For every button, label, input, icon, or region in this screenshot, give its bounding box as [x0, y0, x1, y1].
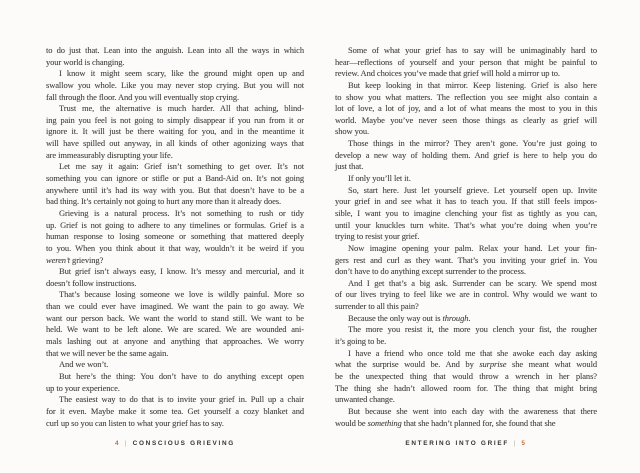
text-line: hear—reflections of yourself and your person that might be painful to — [335, 56, 597, 67]
text-line: doesn’t follow instructions. — [46, 277, 137, 288]
left-page-text-column — [46, 45, 304, 429]
text-line: for it even. Maybe make it some tea. Get yourself a cozy blanket and — [46, 405, 304, 416]
text-line: weren’t grieving? — [46, 254, 104, 265]
text-line: trying to resist your grief. — [335, 231, 420, 242]
text-line: your world is changing. — [46, 56, 125, 67]
text-line: If only you’ll let it. — [348, 173, 411, 184]
text-line: to do just that. Lean into the anguish. Lean into all the ways in which — [46, 45, 304, 55]
text-line: lot of love, a lot of joy, and a lot of what means the most to you in this — [335, 103, 598, 114]
text-line: But keep looking in that mirror. Keep listening. Grief is also here — [348, 79, 597, 90]
text-line: fall through the floor. And you will eventually stop crying. — [46, 91, 240, 102]
text-line: mals lashing out at anyone and anything that approaches. We worry — [46, 336, 304, 347]
text-line: Some of what your grief has to say will be unimaginably hard to — [348, 45, 598, 55]
text-line: The thing she hadn’t allowed room for. The thing that might bring — [335, 382, 598, 393]
text-line: human response to losing someone or something that mattered deeply — [46, 231, 305, 242]
text-line: world. Maybe you’ve never seen those things as clearly as grief will — [335, 114, 597, 125]
text-line: But here’s the thing: You don’t have to do anything except open — [59, 370, 304, 381]
text-line: ignore it. It will just be there waiting for you, and in the meantime it — [46, 126, 305, 137]
text-line: The more you resist it, the more you clench your fist, the rougher — [348, 324, 598, 335]
text-line: So, start here. Just let yourself grieve. Let yourself open up. Invite — [348, 184, 597, 195]
text-line: Because the only way out is through. — [348, 312, 471, 323]
left-page-footer — [46, 440, 304, 447]
text-line: Grieving is a natural process. It’s not something to rush or tidy — [59, 207, 304, 218]
text-line: than we could ever have imagined. We want the pain to go away. We — [46, 301, 305, 312]
left-page-number: 4 — [115, 440, 121, 447]
text-line: show you. — [335, 126, 370, 137]
text-line: to show you what matters. The reflection you see might also contain a — [335, 91, 597, 102]
text-line: And I get that’s a big ask. Surrender can be scary. We spend most — [348, 277, 597, 288]
text-line: review. And choices you’ve made that grief will hold a mirror up to. — [335, 68, 560, 79]
text-line: surrender to all this pain? — [335, 301, 419, 312]
text-line: are immeasurably disrupting your life. — [46, 149, 173, 160]
text-line: it’s going to be. — [335, 336, 387, 347]
text-line: of our lives trying to feel like we are in control. Why would we want to — [335, 289, 598, 300]
right-footer-divider: | — [513, 440, 517, 447]
text-line: bad thing. It’s certainly not going to hurt any more than it already does. — [46, 196, 282, 207]
text-line: want our person back. We want the world to stand still. We want to be — [46, 312, 304, 323]
text-line: develop a new way of holding them. And grief is here to help you do — [335, 149, 597, 160]
text-line: Those things in the mirror? They aren’t gone. You’re just going to — [348, 138, 597, 149]
text-line: Trust me, the alternative is much harder. All that aching, blind- — [59, 103, 304, 114]
text-line: would be something that she hadn’t planned for, she found that she — [335, 417, 556, 428]
text-line: held. We want to be left alone. We are scared. We are wounded ani- — [46, 324, 305, 335]
text-line: sible, I want you to imagine clenching your fist as tightly as you can, — [335, 207, 598, 218]
text-line: something you can ignore or stifle or put a Band-Aid on. It’s not going — [46, 173, 305, 184]
left-footer-divider: | — [124, 440, 129, 447]
text-line: to you. When you think about it that way, wouldn’t it be weird if you — [46, 242, 305, 253]
text-line: I have a friend who once told me that she awoke each day asking — [348, 347, 598, 358]
book-title-running-footer: CONSCIOUS GRIEVING — [132, 440, 235, 447]
text-line: unwanted change. — [335, 394, 395, 405]
text-line: The easiest way to do that is to invite your grief in. Pull up a chair — [59, 394, 305, 405]
text-line: until your knuckles turn white. That’s what you’re doing when you’re — [335, 219, 597, 230]
text-line: anywhere until it’s had its way with you. But that doesn’t have to be a — [46, 184, 305, 195]
text-line: Now imagine opening your palm. Relax your hand. Let your fin- — [348, 242, 597, 253]
text-line: I know it might seem scary, like the ground might open up and — [59, 68, 305, 79]
text-line: don’t have to do anything except surrender to the process. — [335, 266, 526, 277]
text-line: just that. — [335, 161, 364, 172]
text-line: what the surprise would be. And by surprise she meant what would — [335, 359, 597, 370]
text-line: Let me say it again: Grief isn’t something to get over. It’s not — [59, 161, 304, 172]
text-line: gers rest and curl as they want. That’s you inviting your grief in. You — [335, 254, 598, 265]
text-line: up to your experience. — [46, 382, 120, 393]
chapter-title-running-footer: ENTERING INTO GRIEF — [405, 440, 509, 447]
text-line: up. Grief is not going to adhere to any timelines or formulas. Grief is a — [46, 219, 304, 230]
text-line: that we will never be the same again. — [46, 347, 169, 358]
text-line: But grief isn’t always easy, I know. It’s messy and mercurial, and it — [59, 266, 305, 277]
text-line: will have spilled out anyway, in all kinds of other agonizing ways that — [46, 138, 305, 149]
right-page-text-column — [335, 45, 597, 429]
text-line: ing pain you feel is not going to simply disappear if you run from it or — [46, 114, 305, 125]
text-line: curl up so you can listen to what your grief has to say. — [46, 417, 224, 428]
right-page-number: 5 — [521, 440, 527, 447]
right-page-footer — [335, 440, 597, 447]
text-line: But because she went into each day with the awareness that there — [348, 405, 597, 416]
text-line: And we won’t. — [59, 359, 109, 370]
text-line: That’s because losing someone we love is wildly painful. More so — [59, 289, 304, 300]
text-line: swallow you whole. Like you may never stop crying. But you will not — [46, 79, 305, 90]
text-line: your grief in and see what it has to teach you. If that still feels impos- — [335, 196, 597, 207]
text-line: be the unexpected thing that would throw a wrench in her plans? — [335, 370, 597, 381]
